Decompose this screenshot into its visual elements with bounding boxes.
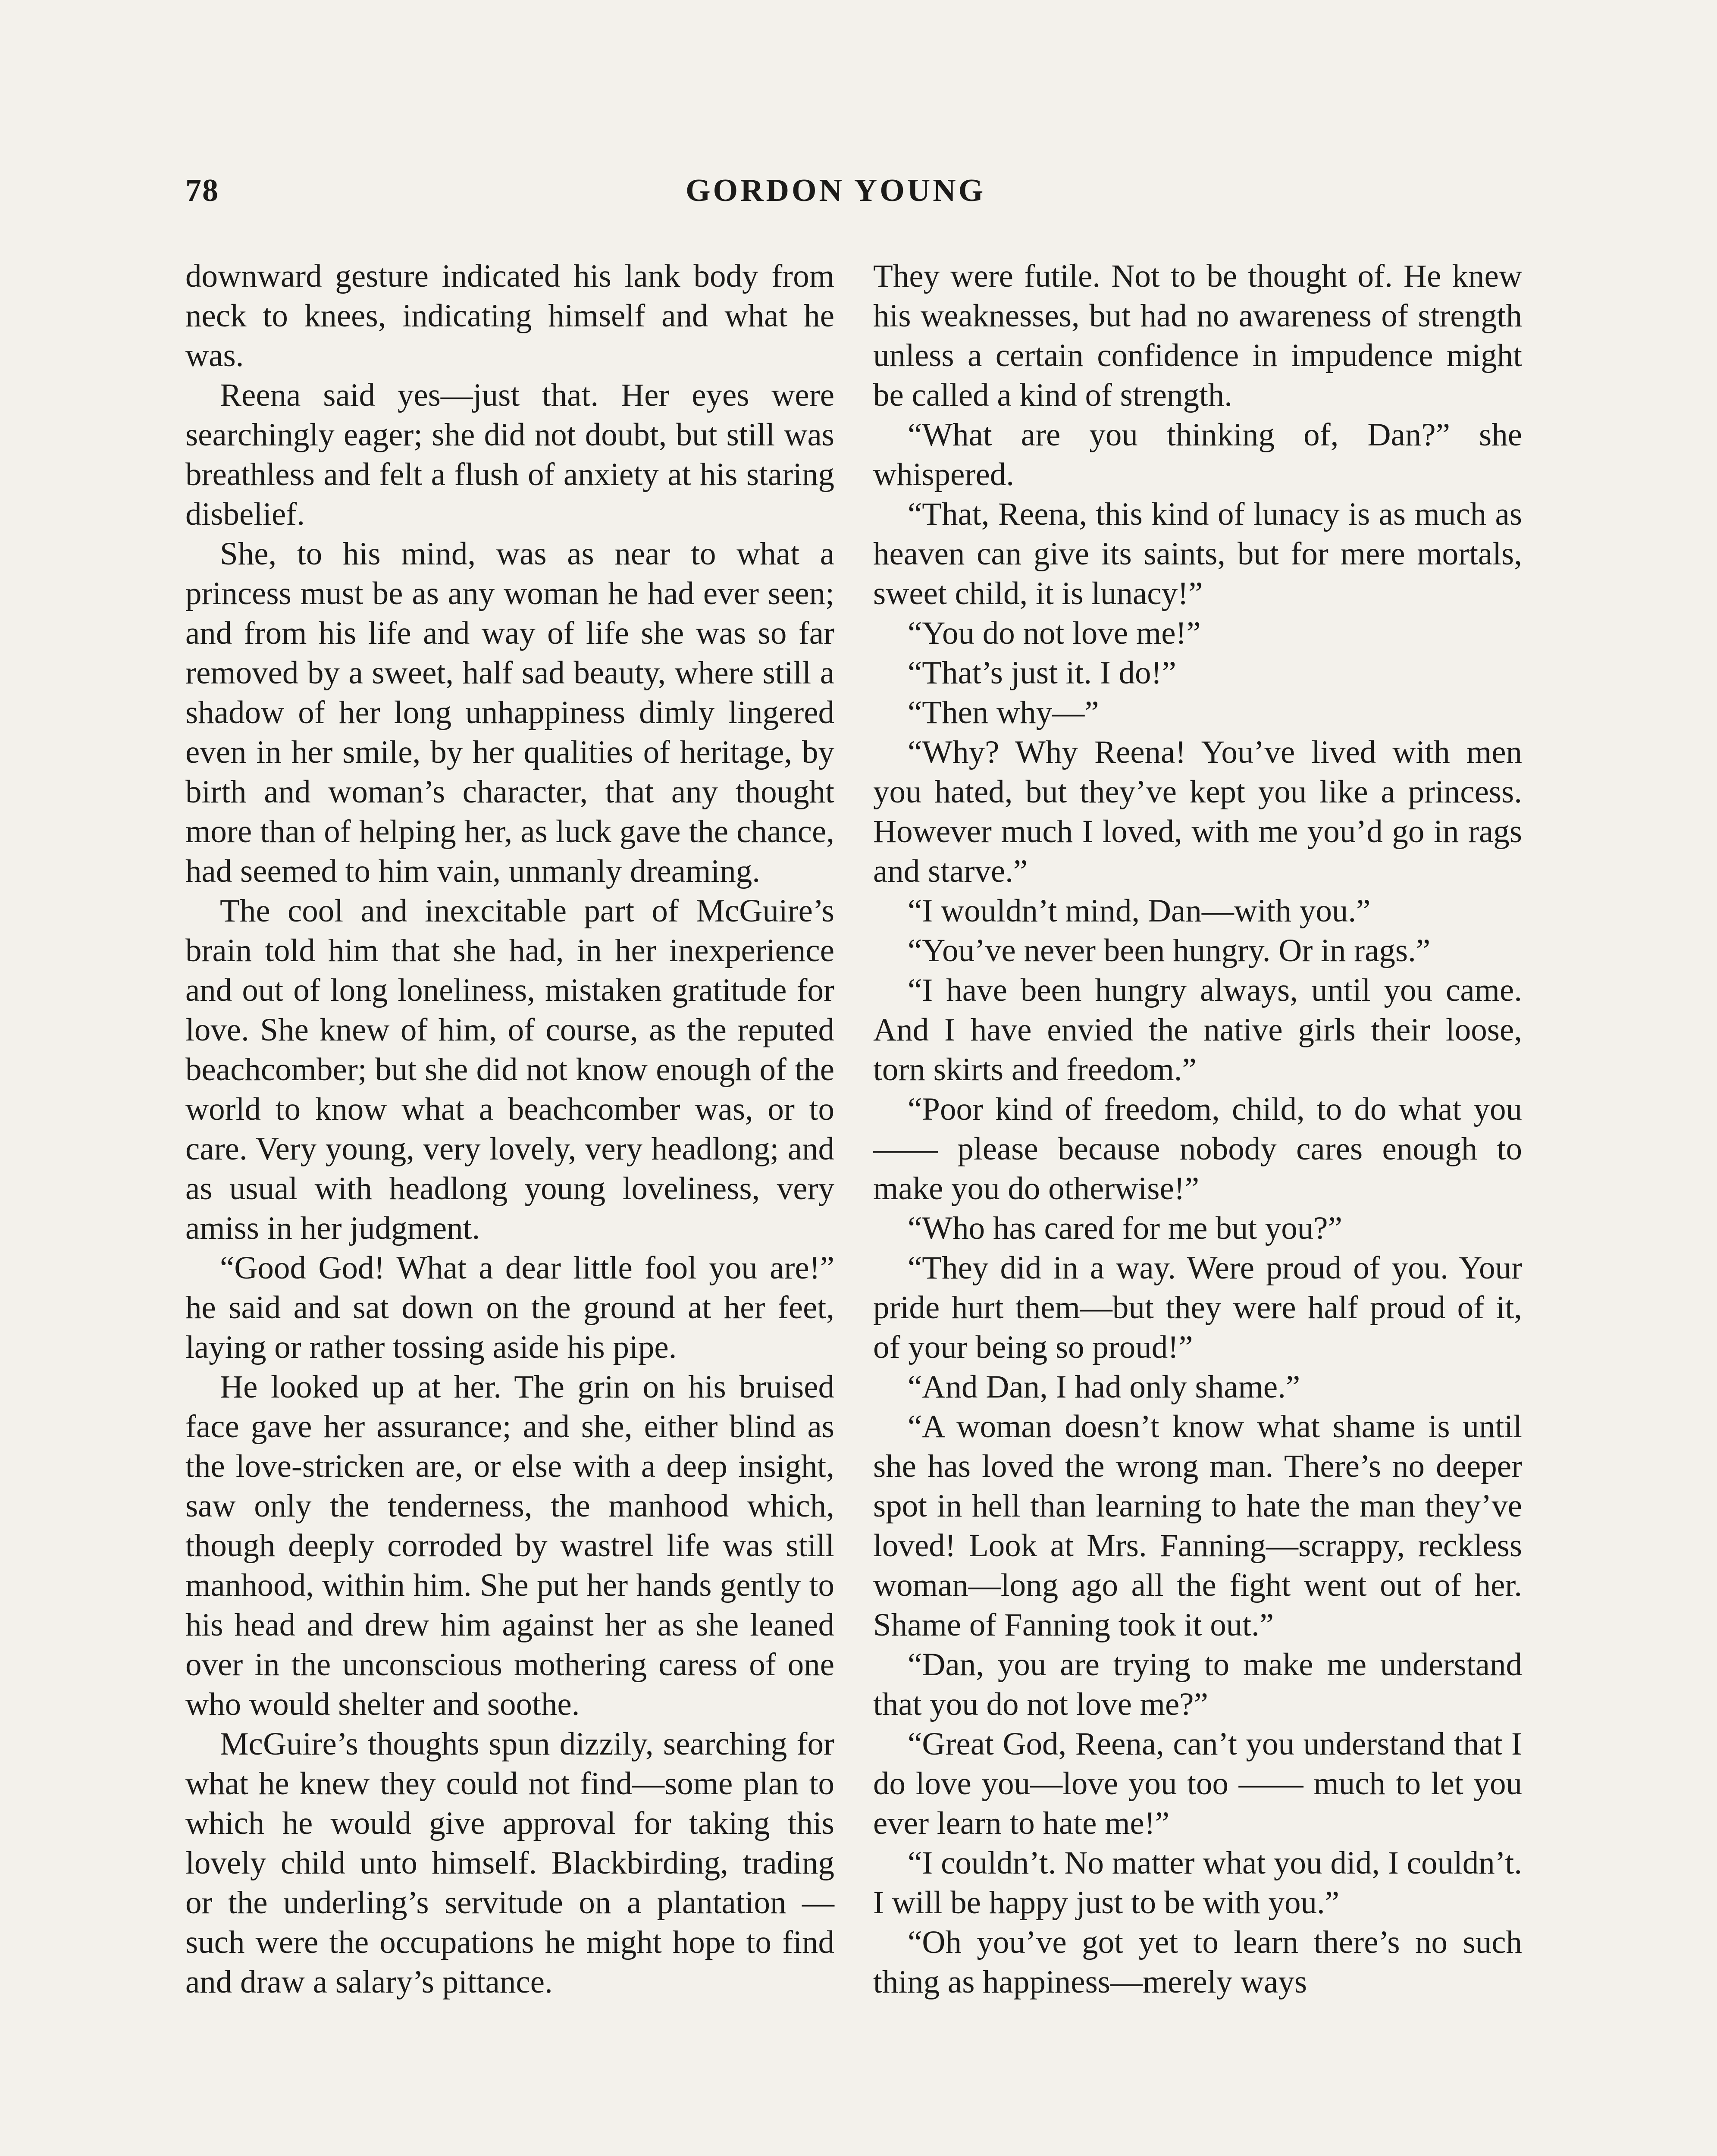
paragraph: She, to his mind, was as near to what a princess must be as any woman he had ever seen; and from his life and way of life she was so far removed by a sweet, half sad beauty, where still a shadow of her long unhappiness dimly lingered even in her smile, by her qualities of heritage, by birth and woman’s character, that any thought more than of helping her, as luck gave the chance, had seemed to him vain, unmanly dreaming. — [185, 536, 834, 889]
paragraph: “That’s just it. I do!” — [908, 655, 1176, 691]
paragraph: “Then why—” — [908, 695, 1099, 730]
right-text-column — [873, 257, 1522, 2002]
paragraph: “I wouldn’t mind, Dan—with you.” — [908, 893, 1371, 929]
left-text-column — [185, 257, 834, 2002]
paragraph: They were futile. Not to be thought of. He knew his weaknesses, but had no awareness of strength unless a certain confidence in impudence might be called a kind of strength. — [873, 258, 1522, 413]
paragraph: “Dan, you are trying to make me understand that you do not love me?” — [873, 1647, 1522, 1722]
paragraph: He looked up at her. The grin on his bruised face gave her assurance; and she, either blind as the love-stricken are, or else with a deep insight, saw only the tenderness, the manhood which, though deeply corroded by wastrel life was still manhood, within him. She put her hands gently to his head and drew him against her as she leaned over in the unconscious mothering caress of one who would shelter and soothe. — [185, 1369, 834, 1722]
paragraph: “Poor kind of freedom, child, to do what you —— please because nobody cares enough to make you do otherwise!” — [873, 1091, 1522, 1206]
paragraph: “They did in a way. Were proud of you. Your pride hurt them—but they were half proud of it, of your being so proud!” — [873, 1250, 1522, 1365]
paragraph: “I have been hungry always, until you came. And I have envied the native girls their loose, torn skirts and freedom.” — [873, 972, 1522, 1087]
paragraph: “I couldn’t. No matter what you did, I couldn’t. I will be happy just to be with you.” — [873, 1845, 1522, 1921]
paragraph: “Good God! What a dear little fool you are!” he said and sat down on the ground at her feet, laying or rather tossing aside his pipe. — [185, 1250, 834, 1365]
paragraph: “That, Reena, this kind of lunacy is as much as heaven can give its saints, but for mere mortals, sweet child, it is lunacy!” — [873, 496, 1522, 611]
paragraph: “Why? Why Reena! You’ve lived with men you hated, but they’ve kept you like a princess. However much I loved, with me you’d go in rags and starve.” — [873, 734, 1522, 889]
running-head: GORDON YOUNG — [686, 173, 986, 208]
paragraph: Reena said yes—just that. Her eyes were searchingly eager; she did not doubt, but still was breathless and felt a flush of anxiety at his staring disbelief. — [185, 377, 834, 532]
paragraph: “A woman doesn’t know what shame is until she has loved the wrong man. There’s no deeper spot in hell than learning to hate the man they’ve loved! Look at Mrs. Fanning—scrappy, reckless woman—long ago all the fight went out of her. Shame of Fanning took it out.” — [873, 1409, 1522, 1643]
paragraph: “Oh you’ve got yet to learn there’s no such thing as happiness—merely ways — [873, 1924, 1522, 2000]
paragraph: “What are you thinking of, Dan?” she whispered. — [873, 417, 1522, 492]
paragraph: “And Dan, I had only shame.” — [908, 1369, 1300, 1405]
paragraph: “You do not love me!” — [908, 615, 1201, 651]
paragraph: McGuire’s thoughts spun dizzily, searching for what he knew they could not find—some plan to which he would give approval for taking this lovely child unto himself. Blackbirding, trading or the underling’s servitude on a plantation —such were the occupations he might hope to find and draw a salary’s pittance. — [185, 1726, 834, 2000]
paragraph: downward gesture indicated his lank body from neck to knees, indicating himself and what he was. — [185, 258, 834, 373]
paragraph: “Who has cared for me but you?” — [908, 1210, 1342, 1246]
paragraph: The cool and inexcitable part of McGuire’s brain told him that she had, in her inexperience and out of long loneliness, mistaken gratitude for love. She knew of him, of course, as the reputed beachcomber; but she did not know enough of the world to know what a beachcomber was, or to care. Very young, very lovely, very headlong; and as usual with headlong young loveliness, very amiss in her judgment. — [185, 893, 834, 1246]
page-number: 78 — [185, 173, 219, 208]
paragraph: “Great God, Reena, can’t you understand that I do love you—love you too —— much to let you ever learn to hate me!” — [873, 1726, 1522, 1841]
paragraph: “You’ve never been hungry. Or in rags.” — [908, 933, 1431, 968]
